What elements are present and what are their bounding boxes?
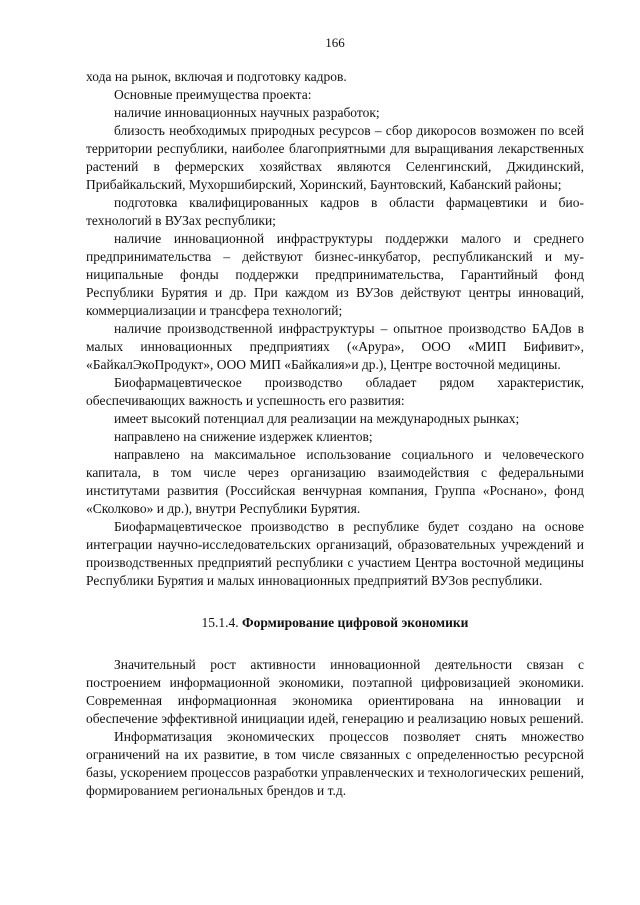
body-text-top [86, 68, 584, 590]
paragraph: Биофармацевтическое производство обладает рядом характеристик, обеспечивающих важность и успешность его развития: [86, 375, 584, 408]
paragraph: имеет высокий потенциал для реализации на международных рынках; [114, 411, 520, 426]
paragraph: хода на рынок, включая и подготовку кадров. [86, 69, 347, 84]
section-number: 15.1.4. [201, 615, 239, 630]
paragraph: направлено на снижение издержек клиентов; [114, 429, 373, 444]
paragraph: направлено на максимальное использование социального и человеческого капитала, в том числе через организацию взаимодействия с федеральными институтами развития (Российская венчурная компания, Группа «Роснано», фонд «Сколково» и др.), внутри Республики Бурятия. [86, 447, 584, 516]
body-text-bottom [86, 656, 584, 800]
page-number: 166 [325, 35, 345, 50]
paragraph: наличие производственной инфраструктуры – опытное производство БАДов в малых инновационных предприятиях («Арура», ООО «МИП Бифивит», «БайкалЭкоПродукт», ООО МИП «Байкалия»и др.), Центре восточной медицины. [86, 321, 584, 372]
paragraph: Биофармацевтическое производство в республике будет создано на основе интеграции научно-исследовательских организаций, образовательных учреждений и производственных предприятий республики с участием Центра восточной медицины Республики Бурятия и малых инновационных предприятий ВУЗов республики. [86, 519, 584, 588]
paragraph: Информатизация экономических процессов позволяет снять множество ограничений на их развитие, в том числе связанных с определенностью ресурсной базы, ускорением процессов разработки управленческих и технологических решений, формированием региональных брендов и т.д. [86, 729, 584, 798]
paragraph: наличие инновационной инфраструктуры поддержки малого и среднего предпринимательства – действуют бизнес-инкубатор, республиканский и муниципальные фонды поддержки предпринимательства, Гарантийный фонд Республики Бурятия и др. При каждом из ВУЗов действуют центры инноваций, коммерциализации и трансфера технологий; [86, 231, 584, 318]
paragraph: наличие инновационных научных разработок; [114, 105, 380, 120]
paragraph: Основные преимущества проекта: [114, 87, 312, 102]
section-title: Формирование цифровой экономики [242, 615, 469, 630]
paragraph: близость необходимых природных ресурсов – сбор дикоросов возможен по всей территории республики, наиболее благоприятными для выращивания лекарственных растений в фермерских хозяйствах являются Селенгинский, Джидинский, Прибайкальский, Мухоршибирский, Хоринский, Баунтовский, Кабанский районы; [86, 123, 584, 192]
section-heading [86, 614, 584, 632]
paragraph: подготовка квалифицированных кадров в области фармацевтики и биотехнологий в ВУЗах республики; [86, 195, 584, 228]
paragraph: Значительный рост активности инновационной деятельности связан с построением информационной экономики, поэтапной цифровизацией экономики. Современная информационная экономика ориентирована на инновации и обеспечение эффективной инициации идей, генерацию и реализацию новых решений. [86, 657, 584, 726]
